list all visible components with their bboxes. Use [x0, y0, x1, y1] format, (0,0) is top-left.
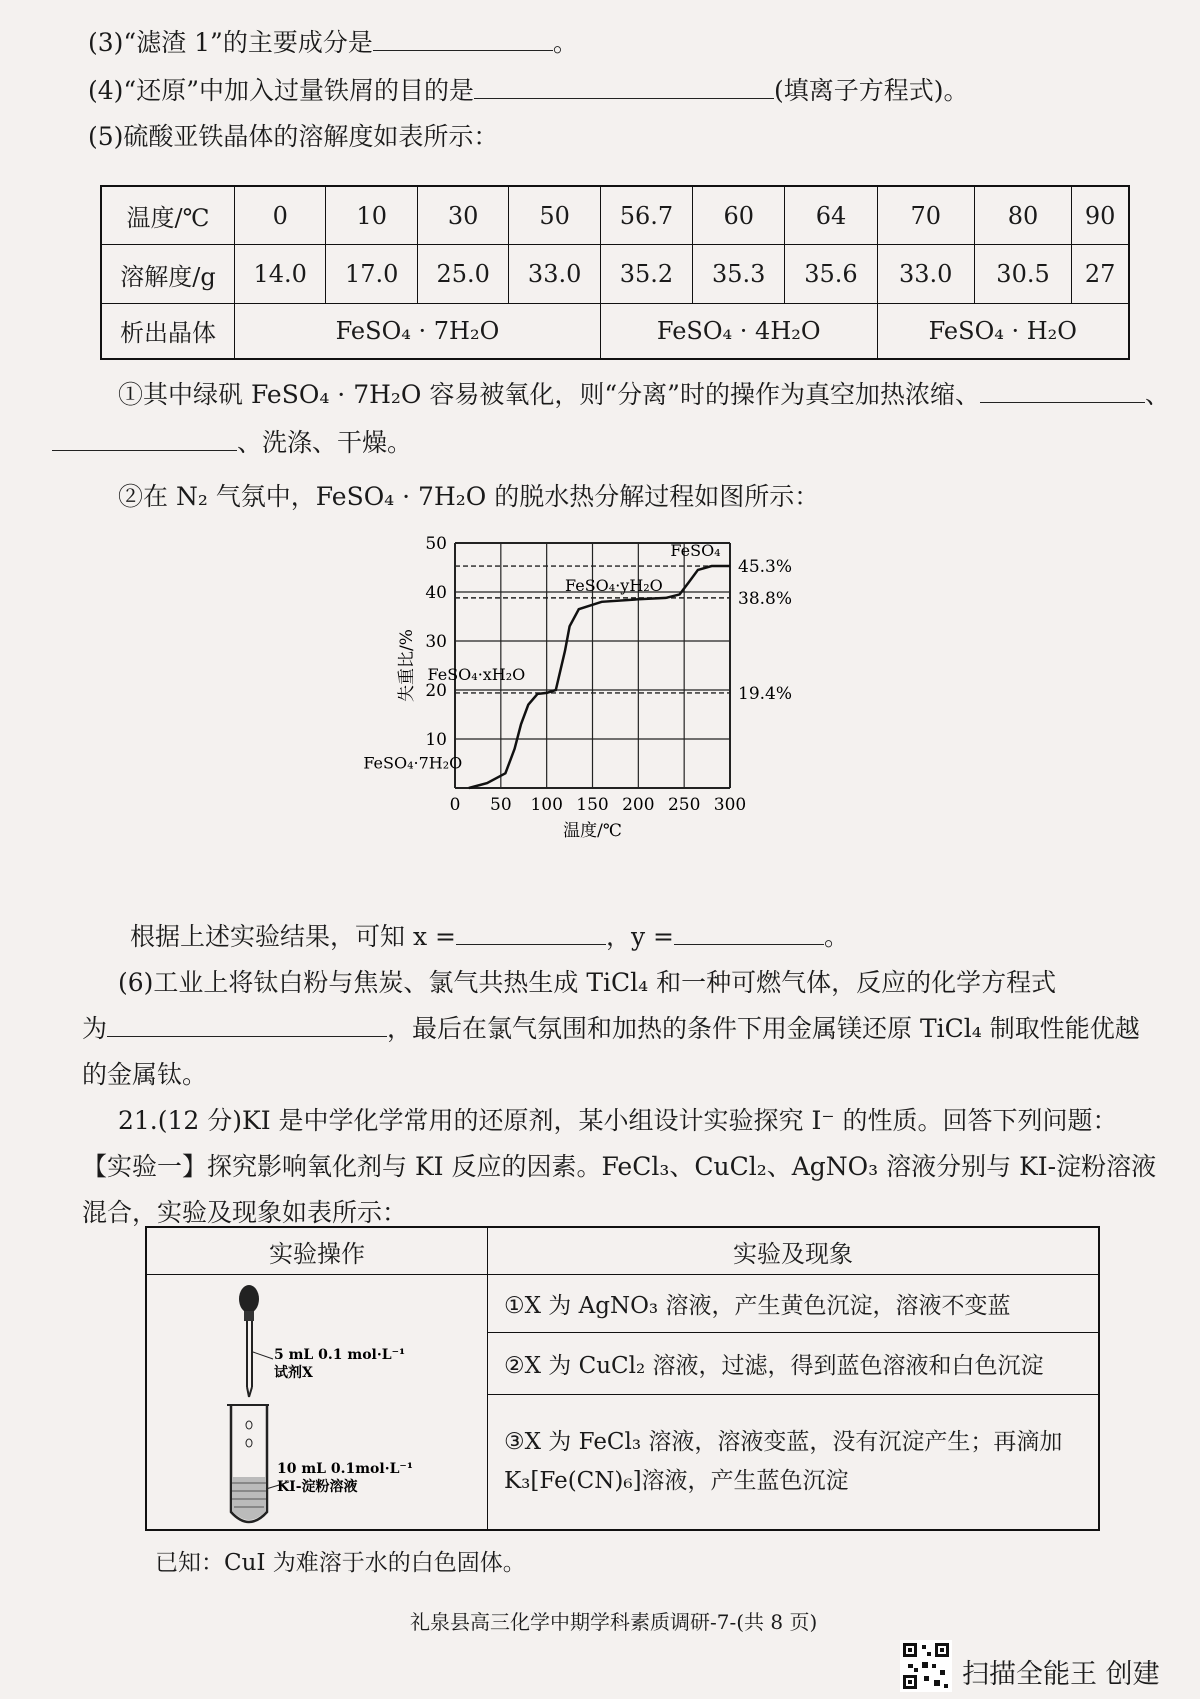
table-cell: 33.0 — [877, 245, 974, 304]
table-cell: ③X 为 FeCl₃ 溶液，溶液变蓝，没有沉淀产生；再滴加 K₃[Fe(CN)₆]溶液，产生蓝色沉淀 — [488, 1395, 1100, 1531]
reference-label: 45.3% — [738, 557, 793, 578]
answer-blank — [474, 98, 774, 99]
x-tick-label: 50 — [490, 795, 512, 815]
answer-blank — [456, 944, 606, 945]
table-cell: FeSO₄ · 4H₂O — [600, 303, 877, 359]
table-header-cell: 温度/℃ — [101, 186, 235, 245]
y-axis-label: 失重比/% — [397, 629, 417, 702]
x-tick-label: 100 — [530, 795, 563, 815]
x-tick-label: 0 — [449, 795, 461, 815]
question-6-line1: (6)工业上将钛白粉与焦炭、氯气共热生成 TiCl₄ 和一种可燃气体，反应的化学方程式 — [118, 968, 1057, 997]
y-tick-label: 20 — [425, 681, 447, 701]
table-cell: 17.0 — [326, 245, 417, 304]
table-cell: 70 — [877, 186, 974, 245]
table-cell: 35.6 — [785, 245, 877, 304]
table-cell: 90 — [1072, 186, 1129, 245]
question-5-intro: (5)硫酸亚铁晶体的溶解度如表所示： — [88, 122, 499, 151]
table-cell: FeSO₄ · H₂O — [877, 303, 1129, 359]
table-header-cell: 实验操作 — [146, 1227, 488, 1275]
dropper-icon — [239, 1285, 273, 1397]
table-cell: ①X 为 AgNO₃ 溶液，产生黄色沉淀，溶液不变蓝 — [488, 1275, 1100, 1333]
ki-label: KI-淀粉溶液 — [277, 1479, 358, 1495]
reference-label: 38.8% — [738, 588, 793, 609]
table-cell: 27 — [1072, 245, 1129, 304]
table-cell: 35.2 — [600, 245, 692, 304]
table-cell: 80 — [974, 186, 1071, 245]
question-21-line2: 【实验一】探究影响氧化剂与 KI 反应的因素。FeCl₃、CuCl₂、AgNO₃ 溶液分别与 KI-淀粉溶液 — [82, 1152, 1157, 1181]
annotation-label: FeSO₄·yH₂O — [565, 576, 663, 596]
x-tick-label: 200 — [622, 795, 655, 815]
x-tick-label: 250 — [667, 795, 701, 815]
question-21-line3: 混合，实验及现象如表所示： — [82, 1198, 408, 1227]
reagent-x-amount: 5 mL 0.1 mol·L⁻¹ — [274, 1347, 406, 1363]
y-tick-label: 10 — [425, 730, 447, 750]
page-footer: 礼泉县高三化学中期学科素质调研-7-(共 8 页) — [410, 1610, 818, 1634]
table-cell: 10 — [326, 186, 417, 245]
answer-blank — [980, 402, 1145, 403]
table-header-cell: 实验及现象 — [488, 1227, 1100, 1275]
reference-label: 19.4% — [738, 683, 793, 704]
table-cell: FeSO₄ · 7H₂O — [235, 303, 601, 359]
table-cell: 33.0 — [509, 245, 600, 304]
table-cell: 0 — [235, 186, 326, 245]
question-21-line1: 21.(12 分)KI 是中学化学常用的还原剂，某小组设计实验探究 I⁻ 的性质。回答下列问题： — [118, 1106, 1118, 1135]
y-tick-label: 50 — [425, 534, 447, 554]
table-row — [101, 303, 1129, 359]
ki-amount: 10 mL 0.1mol·L⁻¹ — [277, 1461, 413, 1477]
question-5-1-line2: 、洗涤、干燥。 — [52, 428, 412, 458]
experiment-table — [145, 1226, 1100, 1531]
question-3: (3)“滤渣 1”的主要成分是 。 — [88, 28, 578, 57]
annotation-label: FeSO₄·xH₂O — [427, 665, 526, 685]
x-tick-label: 150 — [576, 795, 609, 815]
table-cell: ②X 为 CuCl₂ 溶液，过滤，得到蓝色溶液和白色沉淀 — [488, 1333, 1100, 1395]
question-4: (4)“还原”中加入过量铁屑的目的是 (填离子方程式)。 — [88, 76, 969, 105]
table-header-cell: 溶解度/g — [101, 245, 235, 304]
answer-blank — [107, 1036, 387, 1037]
app-brand: 扫描全能王 创建 — [962, 1659, 1160, 1690]
answer-blank — [373, 50, 553, 51]
annotation-label: FeSO₄ — [670, 541, 721, 561]
table-cell: 64 — [785, 186, 877, 245]
table-cell: 14.0 — [235, 245, 326, 304]
table-cell: 60 — [693, 186, 785, 245]
y-tick-label: 40 — [425, 583, 447, 603]
question-5-result: 根据上述实验结果，可知 x = ，y = 。 — [130, 922, 849, 951]
answer-blank — [52, 450, 237, 451]
table-cell: 56.7 — [600, 186, 692, 245]
x-tick-label: 300 — [713, 795, 747, 815]
question-6-line2: 为 ，最后在氯气氛围和加热的条件下用金属镁还原 TiCl₄ 制取性能优越 — [82, 1014, 1140, 1043]
qr-code-icon — [900, 1640, 952, 1692]
table-cell: 25.0 — [417, 245, 508, 304]
answer-blank — [674, 944, 824, 945]
question-6-line3: 的金属钛。 — [82, 1060, 208, 1089]
table-row — [146, 1227, 1099, 1275]
table-row — [101, 186, 1129, 245]
table-cell: 30.5 — [974, 245, 1071, 304]
known-note: 已知：CuI 为难溶于水的白色固体。 — [155, 1550, 526, 1576]
table-row — [101, 245, 1129, 304]
table-cell: 50 — [509, 186, 600, 245]
question-5-2: ②在 N₂ 气氛中，FeSO₄ · 7H₂O 的脱水热分解过程如图所示： — [118, 482, 820, 511]
y-tick-label: 30 — [425, 632, 447, 652]
question-5-1-line1: ①其中绿矾 FeSO₄ · 7H₂O 容易被氧化，则“分离”时的操作为真空加热浓缩、 、 — [118, 380, 1170, 409]
table-cell: 35.3 — [693, 245, 785, 304]
table-header-cell: 析出晶体 — [101, 303, 235, 359]
dehydration-chart — [360, 525, 820, 900]
solubility-table — [100, 185, 1130, 360]
annotation-label: FeSO₄·7H₂O — [363, 753, 463, 773]
table-row — [146, 1275, 1099, 1333]
reagent-x-label: 试剂X — [274, 1365, 313, 1381]
table-cell: 30 — [417, 186, 508, 245]
apparatus-drawing — [149, 1277, 484, 1532]
apparatus-cell — [146, 1275, 488, 1531]
x-axis-label: 温度/℃ — [563, 821, 622, 841]
